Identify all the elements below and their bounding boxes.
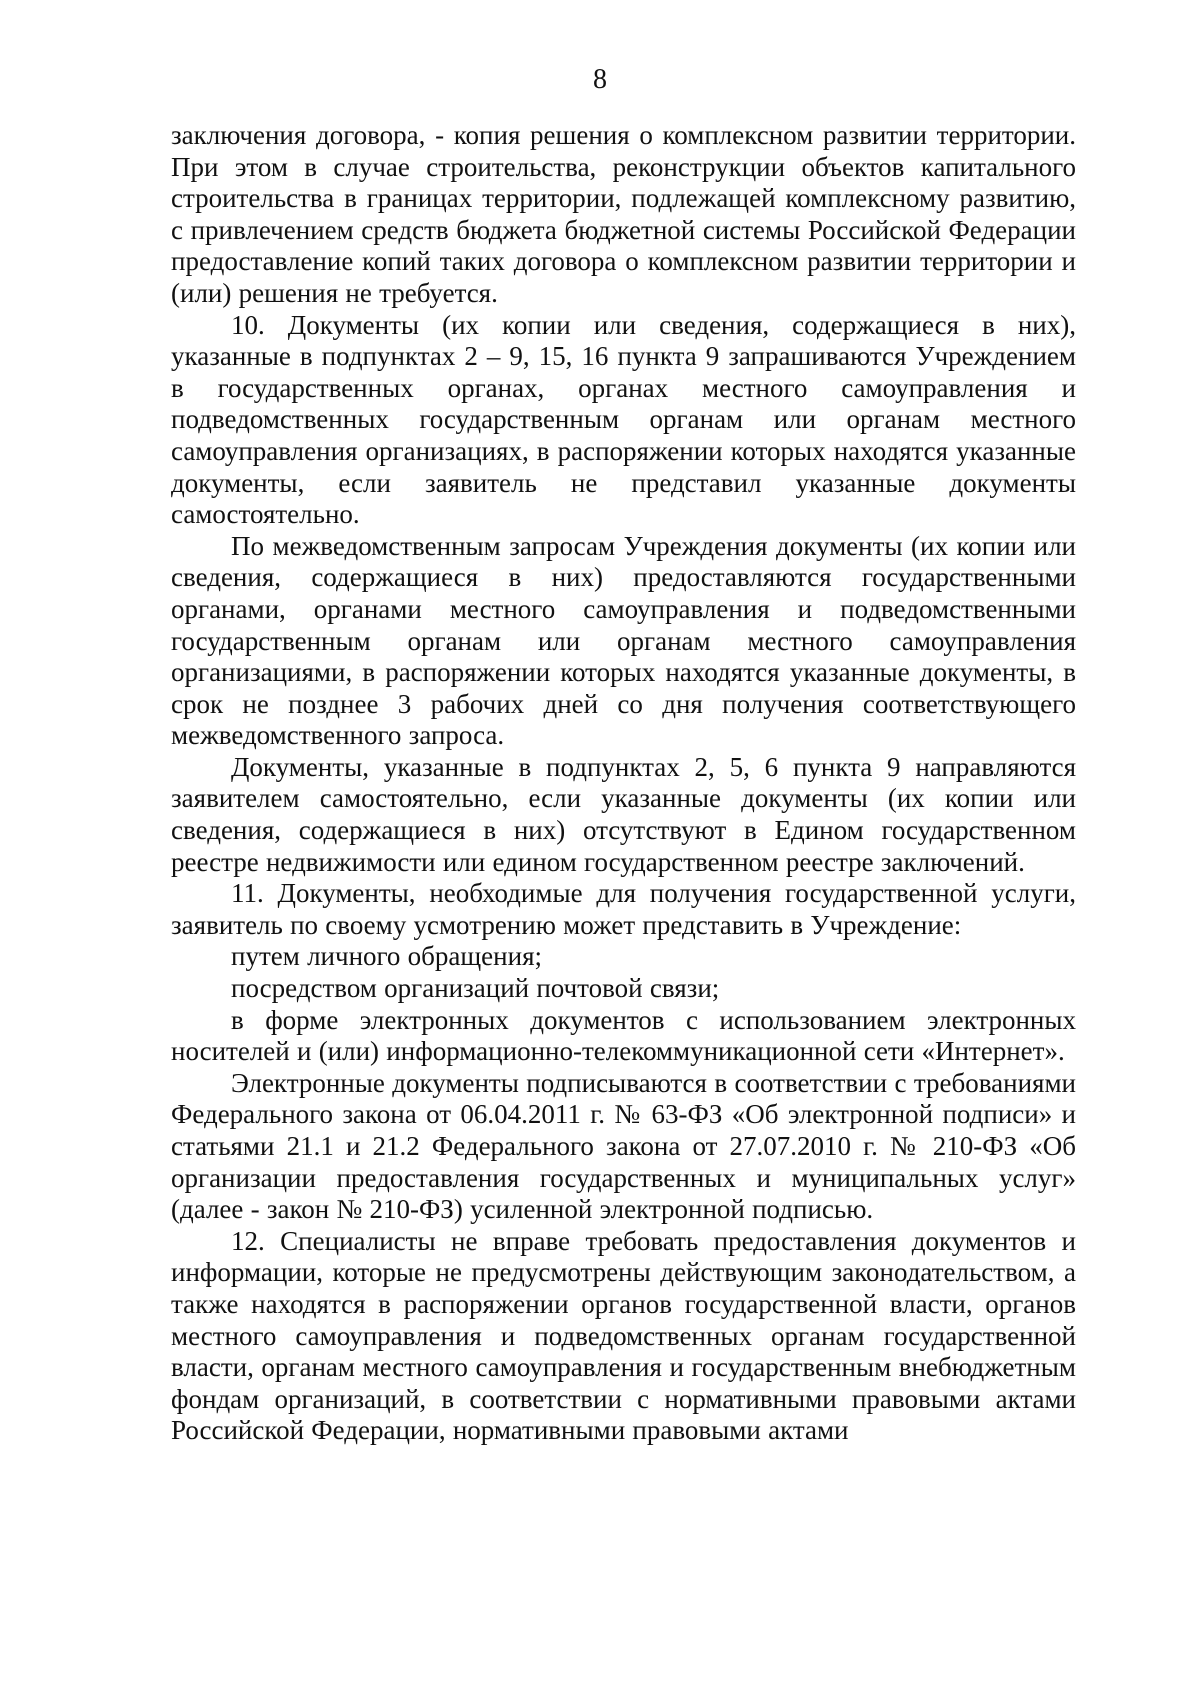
paragraph-method-personal: путем личного обращения; bbox=[231, 941, 542, 972]
paragraph-method-postal: посредством организаций почтовой связи; bbox=[231, 973, 720, 1004]
paragraph-continuation: заключения договора, - копия решения о комплексном развитии территории. При этом в случае строительства, реконструкции объектов капитального строительства в границах территории, подлежащей комплексному развитию, с привлечением средств бюджета бюджетной системы Российской Федерации предоставление копий таких договора о комплексном развитии территории и (или) решения не требуется. bbox=[171, 120, 1076, 308]
paragraph-method-electronic: в форме электронных документов с использованием электронных носителей и (или) информационно-телекоммуникационной сети «Интернет». bbox=[171, 1004, 1076, 1067]
paragraph-electronic-signature: Электронные документы подписываются в соответствии с требованиями Федерального закона от 06.04.2011 г. № 63-ФЗ «Об электронной подписи» и статьями 21.1 и 21.2 Федерального закона от 27.07.2010 г. № 210-ФЗ «Об организации предоставления государственных и муниципальных услуг» (далее - закон № 210-ФЗ) усиленной электронной подписью. bbox=[171, 1067, 1076, 1225]
paragraph-item-11: 11. Документы, необходимые для получения государственной услуги, заявитель по своему усмотрению может представить в Учреждение: bbox=[171, 878, 1076, 940]
paragraph-item-10: 10. Документы (их копии или сведения, содержащиеся в них), указанные в подпунктах 2 – 9, 15, 16 пункта 9 запрашиваются Учреждением в государственных органах, органах местного самоуправления и подведомственных государственным органам или органам местного самоуправления организациях, в распоряжении которых находятся указанные документы, если заявитель не представил указанные документы самостоятельно. bbox=[171, 309, 1076, 530]
page-number: 8 bbox=[593, 64, 607, 95]
document-body bbox=[171, 120, 1076, 1447]
paragraph-item-12: 12. Специалисты не вправе требовать предоставления документов и информации, которые не предусмотрены действующим законодательством, а также находятся в распоряжении органов государственной власти, органов местного самоуправления и подведомственных органам государственной власти, органам местного самоуправления и государственным внебюджетным фондам организаций, в соответствии с нормативными правовыми актами Российской Федерации, нормативными правовыми актами bbox=[171, 1225, 1076, 1446]
paragraph-applicant-documents: Документы, указанные в подпунктах 2, 5, 6 пункта 9 направляются заявителем самостоятельно, если указанные документы (их копии или сведения, содержащиеся в них) отсутствуют в Едином государственном реестре недвижимости или едином государственном реестре заключений. bbox=[171, 751, 1076, 877]
paragraph-interagency-requests: По межведомственным запросам Учреждения документы (их копии или сведения, содержащиеся в них) предоставляются государственными органами, органами местного самоуправления и подведомственными государственным органам или органам местного самоуправления организациями, в распоряжении которых находятся указанные документы, в срок не позднее 3 рабочих дней со дня получения соответствующего межведомственного запроса. bbox=[171, 530, 1076, 751]
